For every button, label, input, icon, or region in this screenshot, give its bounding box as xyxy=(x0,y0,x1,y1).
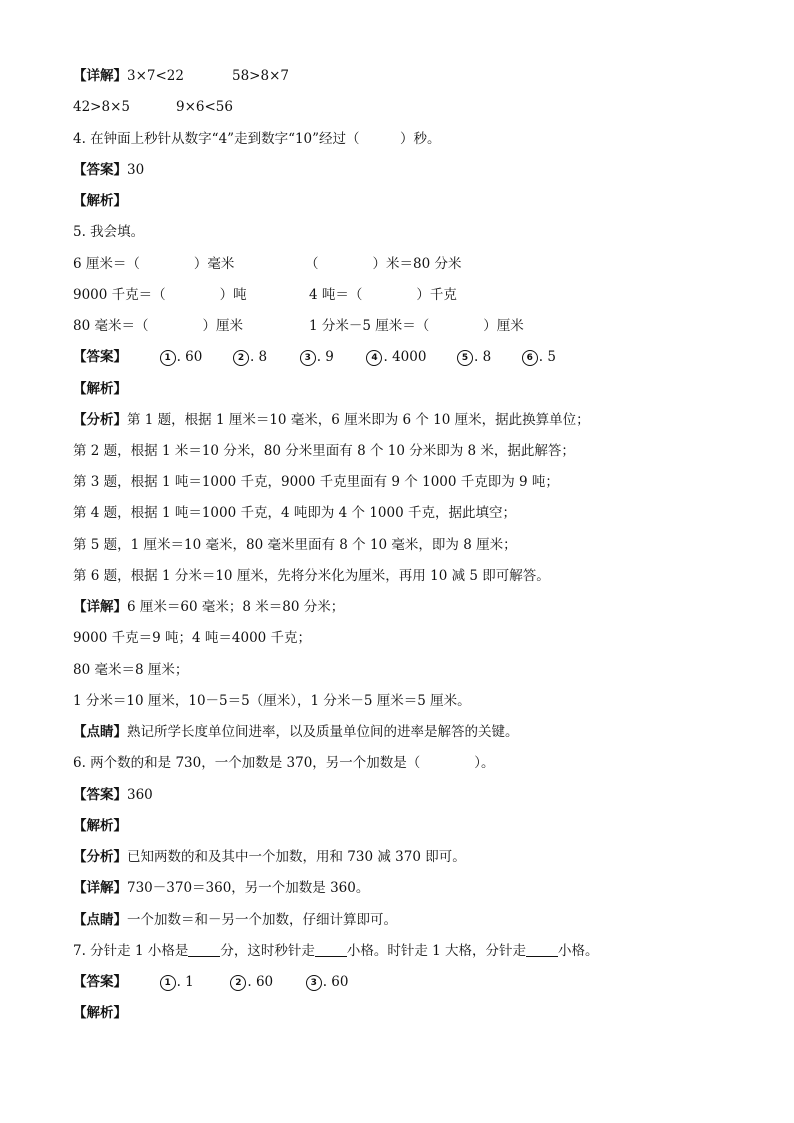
q5-analysis-6: 第 6 题，根据 1 分米＝10 厘米，先将分米化为厘米，再用 10 减 5 即可解答。 xyxy=(73,568,550,584)
q6-analysis: 【分析】已知两数的和及其中一个加数，用和 730 减 370 即可。 xyxy=(73,849,466,865)
answer-tag: 【答案】 xyxy=(73,162,127,178)
q3-detail-d: 9×6<56 xyxy=(176,99,233,115)
circled-number: 3 xyxy=(306,975,322,991)
q5-detail-3: 80 毫米＝8 厘米； xyxy=(73,662,189,678)
q6-detail: 【详解】730－370＝360，另一个加数是 360。 xyxy=(73,880,370,896)
q3-detail-a: 3×7<22 xyxy=(127,68,184,84)
q7-analysis-tag: 【解析】 xyxy=(73,1005,127,1021)
circled-number: 1 xyxy=(160,350,176,366)
q5-comment: 【点睛】熟记所学长度单位间进率，以及质量单位间的进率是解答的关键。 xyxy=(73,724,519,740)
q5-detail-2: 9000 千克＝9 吨；4 吨＝4000 千克； xyxy=(73,630,312,646)
q3-detail-line-1 xyxy=(73,66,184,86)
q5-title: 5. 我会填。 xyxy=(73,224,145,240)
q5-answer-5: 5 . 8 xyxy=(457,349,491,365)
q6-comment: 【点睛】一个加数＝和－另一个加数，仔细计算即可。 xyxy=(73,912,397,928)
blank-2 xyxy=(315,942,347,957)
q6-answer-line xyxy=(73,785,153,805)
q4-answer: 30 xyxy=(127,162,145,178)
q5-row3-left: 80 毫米＝（ ）厘米 xyxy=(73,318,243,334)
detail-label: 【详解】 xyxy=(73,880,127,896)
q7-answer-line xyxy=(73,972,348,992)
detail-label: 【详解】 xyxy=(73,599,127,615)
q7-answer-3: 3 . 60 xyxy=(306,974,349,990)
q5-answer-line xyxy=(73,347,556,367)
circled-number: 3 xyxy=(300,350,316,366)
analysis-label: 【分析】 xyxy=(73,412,127,428)
q6-analysis-tag: 【解析】 xyxy=(73,818,127,834)
q5-analysis-5: 第 5 题，1 厘米＝10 毫米，80 毫米里面有 8 个 10 毫米，即为 8 厘米； xyxy=(73,537,517,553)
blank-3 xyxy=(526,942,558,957)
q5-analysis-1: 【分析】第 1 题，根据 1 厘米＝10 毫米，6 厘米即为 6 个 10 厘米，据此换算单位； xyxy=(73,412,590,428)
q6-answer: 360 xyxy=(127,787,153,803)
q5-row1-left: 6 厘米＝（ ）毫米 xyxy=(73,256,235,272)
q5-answer-3: 3 . 9 xyxy=(300,349,334,365)
q3-detail-c: 42>8×5 xyxy=(73,99,130,115)
circled-number: 6 xyxy=(522,350,538,366)
q5-row1-right: （ ）米＝80 分米 xyxy=(305,256,462,272)
q5-row2-left: 9000 千克＝（ ）吨 xyxy=(73,287,247,303)
q4-question: 4. 在钟面上秒针从数字“4”走到数字“10”经过（ ）秒。 xyxy=(73,131,441,147)
circled-number: 5 xyxy=(457,350,473,366)
answer-tag: 【答案】 xyxy=(73,349,127,365)
circled-number: 1 xyxy=(160,975,176,991)
circled-number: 2 xyxy=(233,350,249,366)
comment-label: 【点睛】 xyxy=(73,724,127,740)
q4-analysis-tag: 【解析】 xyxy=(73,193,127,209)
circled-number: 2 xyxy=(230,975,246,991)
q5-detail-4: 1 分米＝10 厘米，10－5＝5（厘米），1 分米－5 厘米＝5 厘米。 xyxy=(73,693,471,709)
q7-question: 7. 分针走 1 小格是 分，这时秒针走 小格。时针走 1 大格，分针走 小格。 xyxy=(73,943,599,959)
q5-answer-2: 2 . 8 xyxy=(233,349,267,365)
q5-analysis-3: 第 3 题，根据 1 吨＝1000 千克，9000 千克里面有 9 个 1000 千克即为 9 吨； xyxy=(73,474,559,490)
answer-tag: 【答案】 xyxy=(73,974,127,990)
q5-row2-right: 4 吨＝（ ）千克 xyxy=(309,287,457,303)
q5-row3-right: 1 分米－5 厘米＝（ ）厘米 xyxy=(309,318,524,334)
q4-answer-line xyxy=(73,160,144,180)
q5-analysis-4: 第 4 题，根据 1 吨＝1000 千克，4 吨即为 4 个 1000 千克，据此填空； xyxy=(73,505,516,521)
answer-tag: 【答案】 xyxy=(73,787,127,803)
q5-analysis-tag: 【解析】 xyxy=(73,381,127,397)
q5-analysis-2: 第 2 题，根据 1 米＝10 分米，80 分米里面有 8 个 10 分米即为 8 米，据此解答； xyxy=(73,443,575,459)
q3-detail-b: 58>8×7 xyxy=(232,68,289,84)
q5-answer-6: 6 . 5 xyxy=(522,349,556,365)
q5-answer-1: 1 . 60 xyxy=(160,349,203,365)
analysis-label: 【分析】 xyxy=(73,849,127,865)
comment-label: 【点睛】 xyxy=(73,912,127,928)
q7-answer-2: 2 . 60 xyxy=(230,974,273,990)
blank-1 xyxy=(188,942,220,957)
q7-answer-1: 1 . 1 xyxy=(160,974,194,990)
detail-tag: 【详解】 xyxy=(73,68,127,84)
circled-number: 4 xyxy=(366,350,382,366)
q5-detail-1: 【详解】6 厘米＝60 毫米；8 米＝80 分米； xyxy=(73,599,345,615)
q5-answer-4: 4 . 4000 xyxy=(366,349,426,365)
q6-question: 6. 两个数的和是 730，一个加数是 370，另一个加数是（ ）。 xyxy=(73,755,495,771)
